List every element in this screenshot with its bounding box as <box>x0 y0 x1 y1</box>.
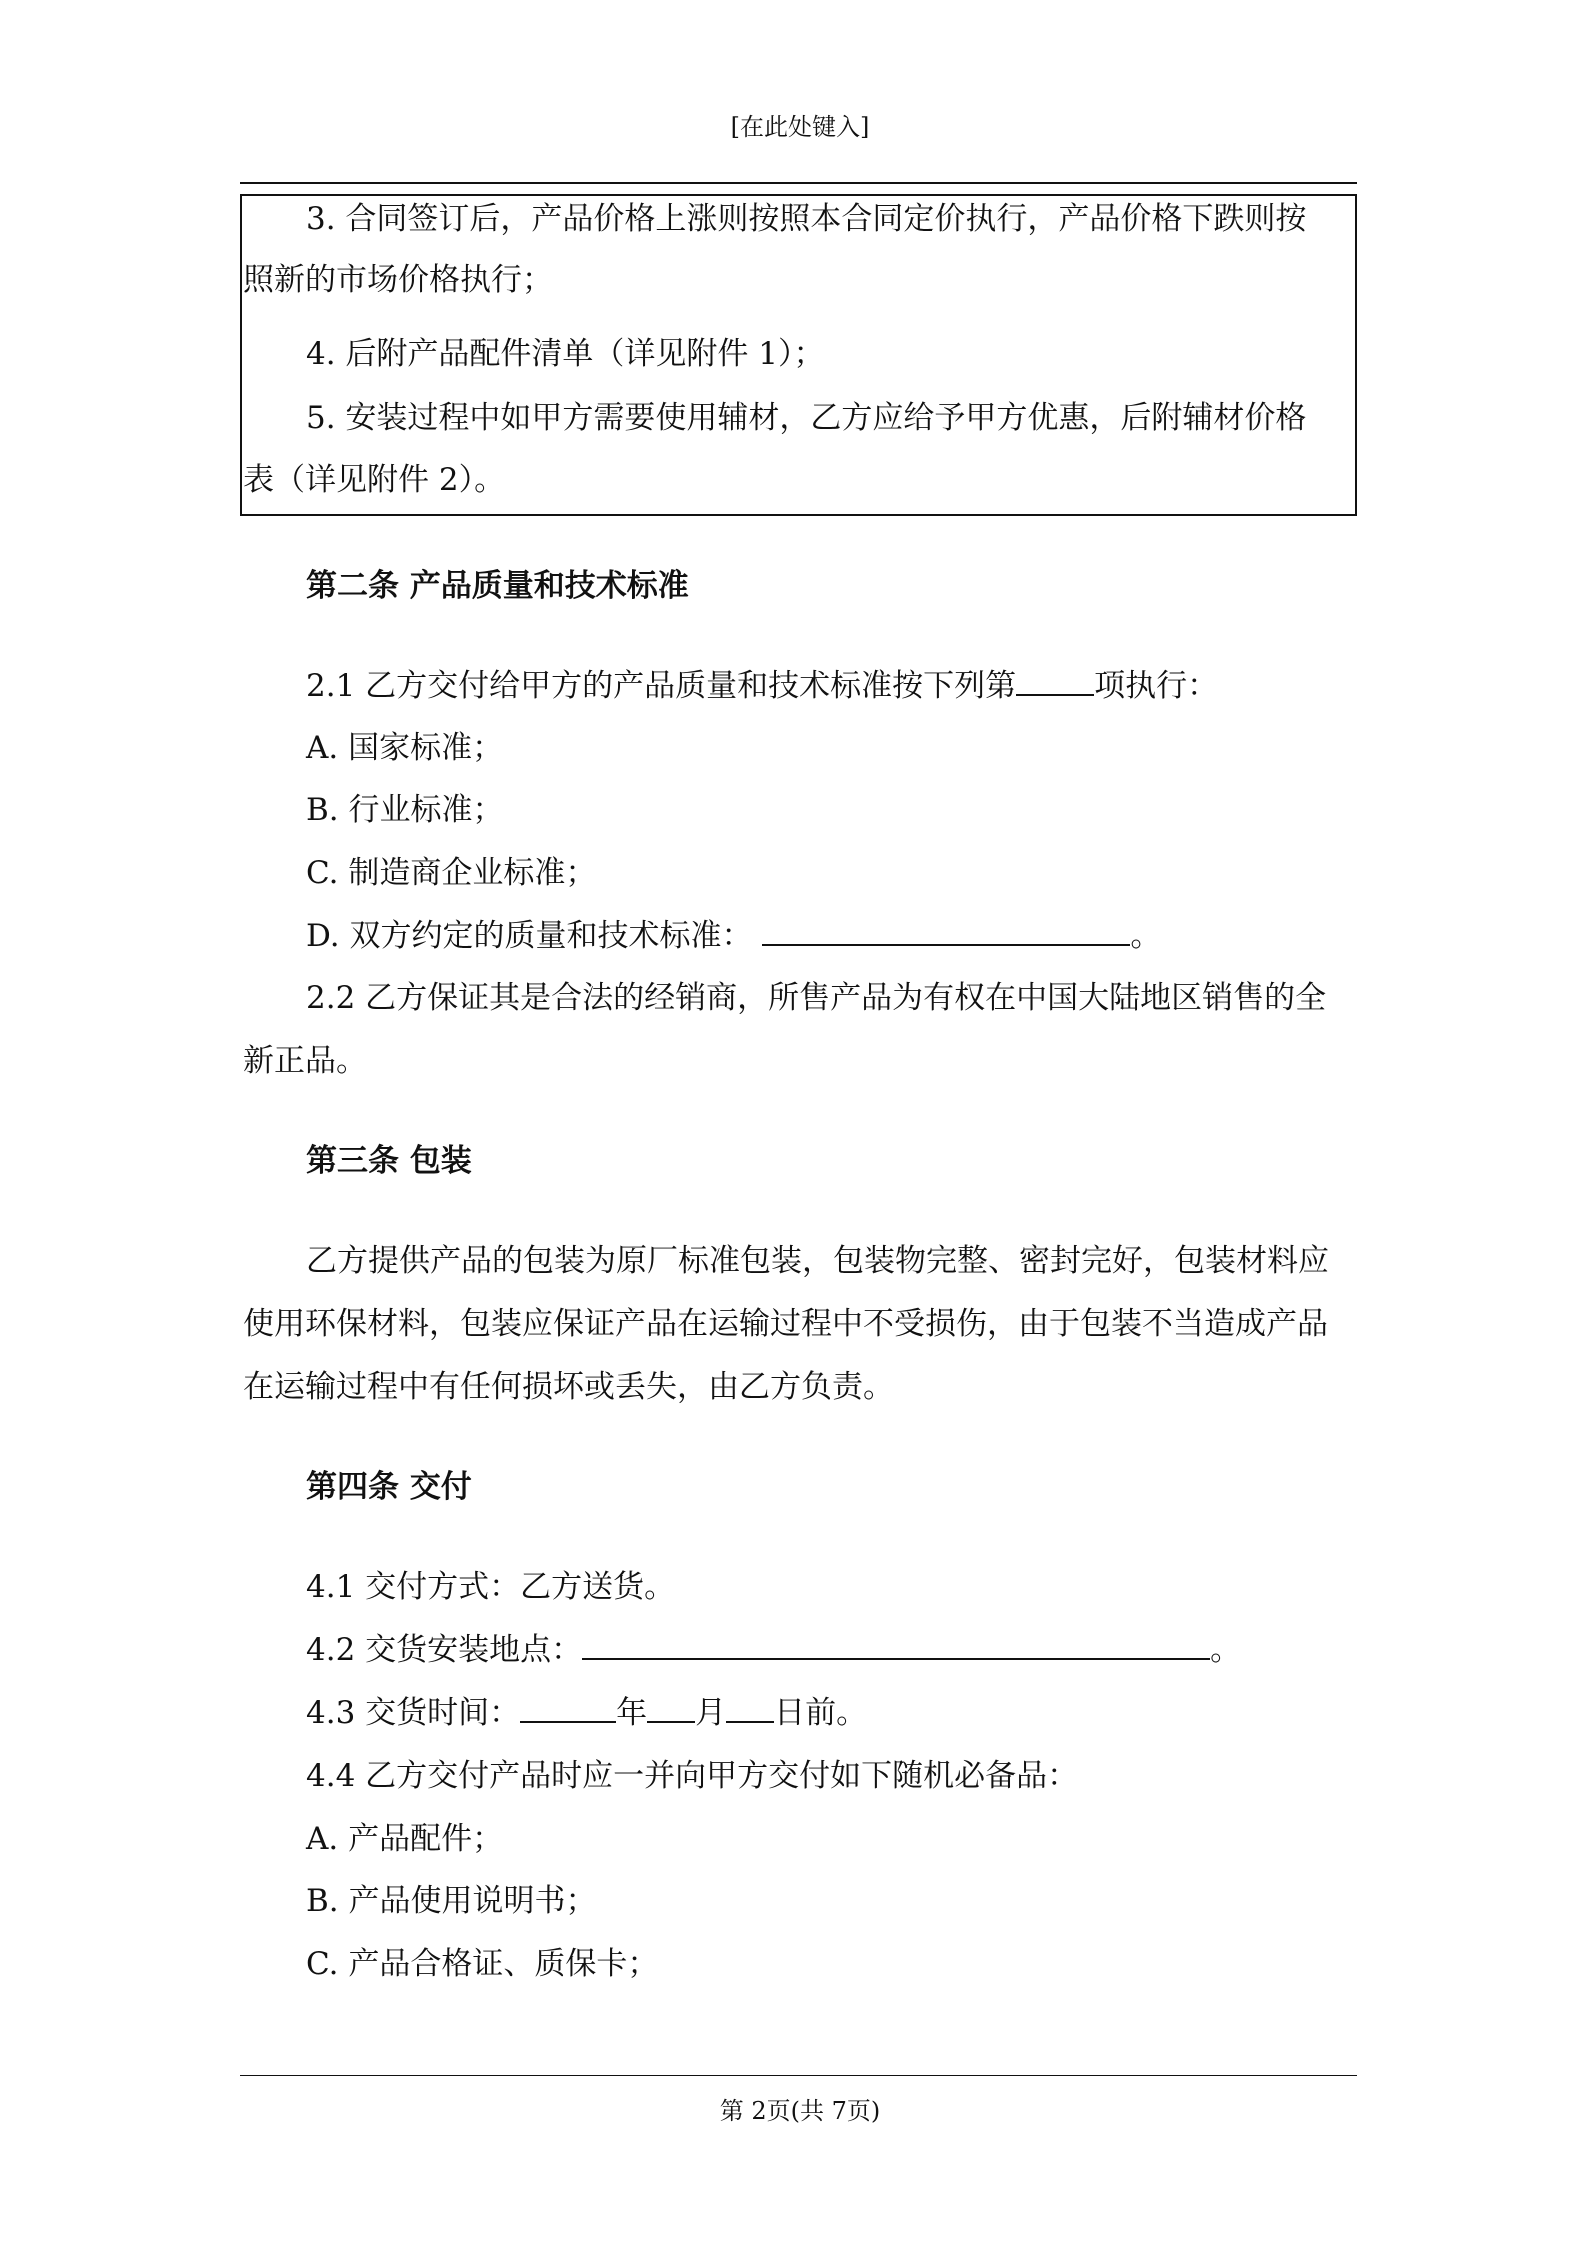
clause-2-1-text: 2.1 乙方交付给甲方的产品质量和技术标准按下列第 <box>306 668 1017 704</box>
clause-5-line-1: 5. 安装过程中如甲方需要使用辅材，乙方应给予甲方优惠，后附辅材价格 <box>306 400 1307 436</box>
packaging-line-2: 使用环保材料，包装应保证产品在运输过程中不受损伤，由于包装不当造成产品 <box>243 1306 1328 1342</box>
item-a: A. 产品配件； <box>306 1821 504 1857</box>
clause-4-2-text: 4.2 交货安装地点： <box>306 1632 583 1668</box>
header-rule <box>240 182 1357 184</box>
option-d-text: D. 双方约定的质量和技术标准： <box>306 918 753 954</box>
clause-4-3-text: 4.3 交货时间： <box>306 1695 521 1731</box>
clause-3-line-1: 3. 合同签订后，产品价格上涨则按照本合同定价执行，产品价格下跌则按 <box>306 201 1307 237</box>
delivery-year-blank[interactable] <box>520 1695 616 1723</box>
clause-4-3 <box>306 1693 867 1733</box>
footer-rule <box>240 2075 1357 2076</box>
option-c: C. 制造商企业标准； <box>306 855 597 891</box>
clause-4: 4. 后附产品配件清单（详见附件 1）； <box>306 336 825 372</box>
clause-4-1: 4.1 交付方式：乙方送货。 <box>306 1569 676 1605</box>
day-label: 日前。 <box>774 1695 868 1731</box>
clause-5-line-2: 表（详见附件 2）。 <box>243 462 506 498</box>
clause-3-line-2: 照新的市场价格执行； <box>243 262 553 298</box>
clause-4-4: 4.4 乙方交付产品时应一并向甲方交付如下随机必备品： <box>306 1758 1079 1794</box>
year-label: 年 <box>616 1695 648 1731</box>
delivery-day-blank[interactable] <box>726 1695 774 1723</box>
article-2-title: 第二条 产品质量和技术标准 <box>306 568 689 604</box>
clause-2-1-suffix: 项执行： <box>1094 668 1219 704</box>
packaging-line-3: 在运输过程中有任何损坏或丢失，由乙方负责。 <box>243 1369 894 1405</box>
option-a: A. 国家标准； <box>306 730 504 766</box>
packaging-line-1: 乙方提供产品的包装为原厂标准包装，包装物完整、密封完好，包装材料应 <box>306 1243 1329 1279</box>
month-label: 月 <box>695 1695 727 1731</box>
clause-2-2-line-1: 2.2 乙方保证其是合法的经销商，所售产品为有权在中国大陆地区销售的全 <box>306 980 1327 1016</box>
clause-2-2-line-2: 新正品。 <box>243 1043 367 1079</box>
page-number: 第 2页(共 7页) <box>719 2097 881 2125</box>
clause-2-1 <box>306 666 1218 706</box>
clause-4-2-end: 。 <box>1210 1632 1242 1668</box>
item-c: C. 产品合格证、质保卡； <box>306 1946 659 1982</box>
page-header: [在此处键入] <box>730 113 870 141</box>
delivery-month-blank[interactable] <box>647 1695 695 1723</box>
delivery-location-blank[interactable] <box>582 1632 1210 1660</box>
agreed-standard-blank[interactable] <box>762 918 1130 946</box>
article-4-title: 第四条 交付 <box>306 1469 472 1505</box>
option-b: B. 行业标准； <box>306 792 504 828</box>
clause-4-2 <box>306 1630 1241 1670</box>
standard-choice-blank[interactable] <box>1016 668 1094 696</box>
item-b: B. 产品使用说明书； <box>306 1883 597 1919</box>
option-d <box>306 916 1161 956</box>
option-d-end: 。 <box>1130 918 1162 954</box>
article-3-title: 第三条 包装 <box>306 1143 472 1179</box>
